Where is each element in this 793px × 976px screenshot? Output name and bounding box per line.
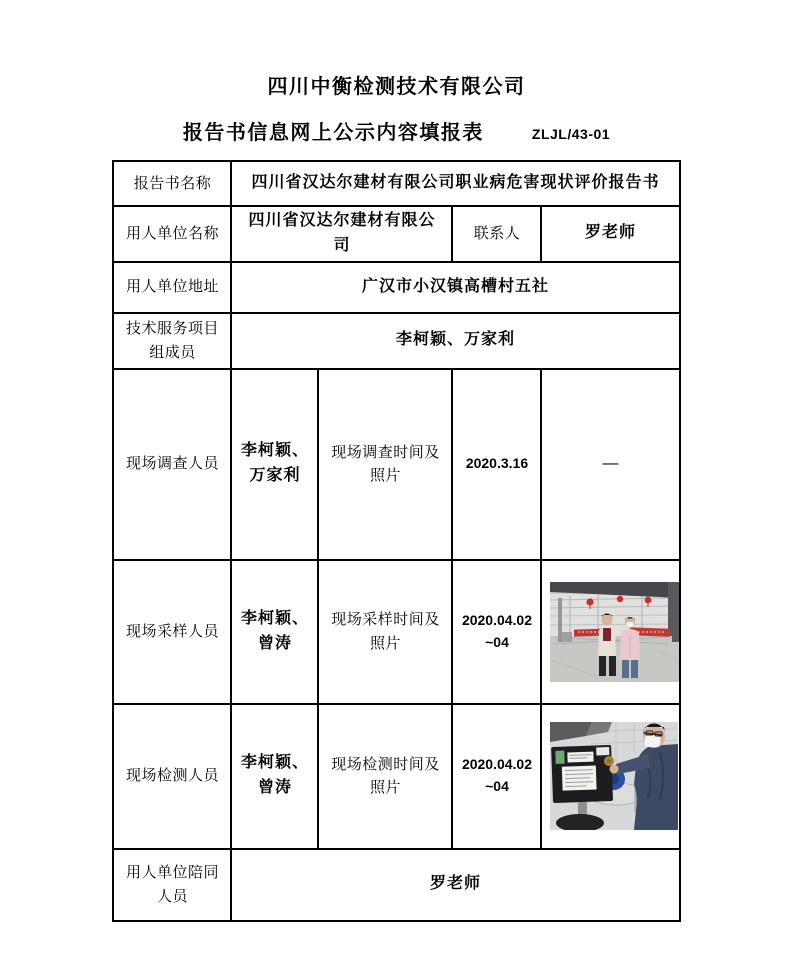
report-info-table (112, 160, 680, 922)
contact-value: 罗老师 (541, 206, 679, 262)
form-code: ZLJL/43-01 (531, 126, 611, 142)
project-team-value: 李柯颖、万家利 (231, 313, 679, 369)
site-testing-date: 2020.04.02~04 (452, 704, 541, 849)
form-title: 报告书信息网上公示内容填报表 (182, 122, 484, 144)
company-title: 四川中衡检测技术有限公司 (267, 76, 526, 98)
row-accompanying (113, 849, 679, 921)
row-site-testing (113, 704, 679, 849)
row-site-sampling (113, 560, 679, 704)
employer-name-value: 四川省汉达尔建材有限公司 (231, 206, 452, 262)
row-employer-name (113, 206, 679, 262)
site-sampling-date: 2020.04.02~04 (452, 560, 541, 704)
row-employer-address (113, 262, 679, 313)
employer-name-label: 用人单位名称 (113, 206, 231, 262)
form-title-row (0, 116, 793, 145)
report-name-value: 四川省汉达尔建材有限公司职业病危害现状评价报告书 (231, 161, 679, 206)
site-testing-photo-cell (541, 704, 679, 849)
employer-address-value: 广汉市小汉镇高槽村五社 (231, 262, 679, 313)
row-project-team (113, 313, 679, 369)
accompanying-label: 用人单位陪同人员 (113, 849, 231, 921)
row-site-survey (113, 369, 679, 560)
report-name-label: 报告书名称 (113, 161, 231, 206)
employer-address-label: 用人单位地址 (113, 262, 231, 313)
worker-operating-equipment-photo (550, 722, 678, 830)
site-sampling-label: 现场采样人员 (113, 560, 231, 704)
accompanying-value: 罗老师 (231, 849, 679, 921)
site-testing-time-label: 现场检测时间及照片 (318, 704, 452, 849)
site-testing-label: 现场检测人员 (113, 704, 231, 849)
site-sampling-personnel: 李柯颖、曾涛 (231, 560, 318, 704)
site-survey-label: 现场调查人员 (113, 369, 231, 560)
site-survey-personnel: 李柯颖、万家利 (231, 369, 318, 560)
site-survey-date: 2020.3.16 (452, 369, 541, 560)
row-report-name (113, 161, 679, 206)
site-survey-photo-placeholder: — (541, 369, 679, 560)
contact-label: 联系人 (452, 206, 541, 262)
site-survey-time-label: 现场调查时间及照片 (318, 369, 452, 560)
site-testing-personnel: 李柯颖、曾涛 (231, 704, 318, 849)
site-sampling-photo-cell (541, 560, 679, 704)
project-team-label: 技术服务项目组成员 (113, 313, 231, 369)
site-sampling-time-label: 现场采样时间及照片 (318, 560, 452, 704)
factory-yard-two-people-photo (550, 582, 679, 682)
